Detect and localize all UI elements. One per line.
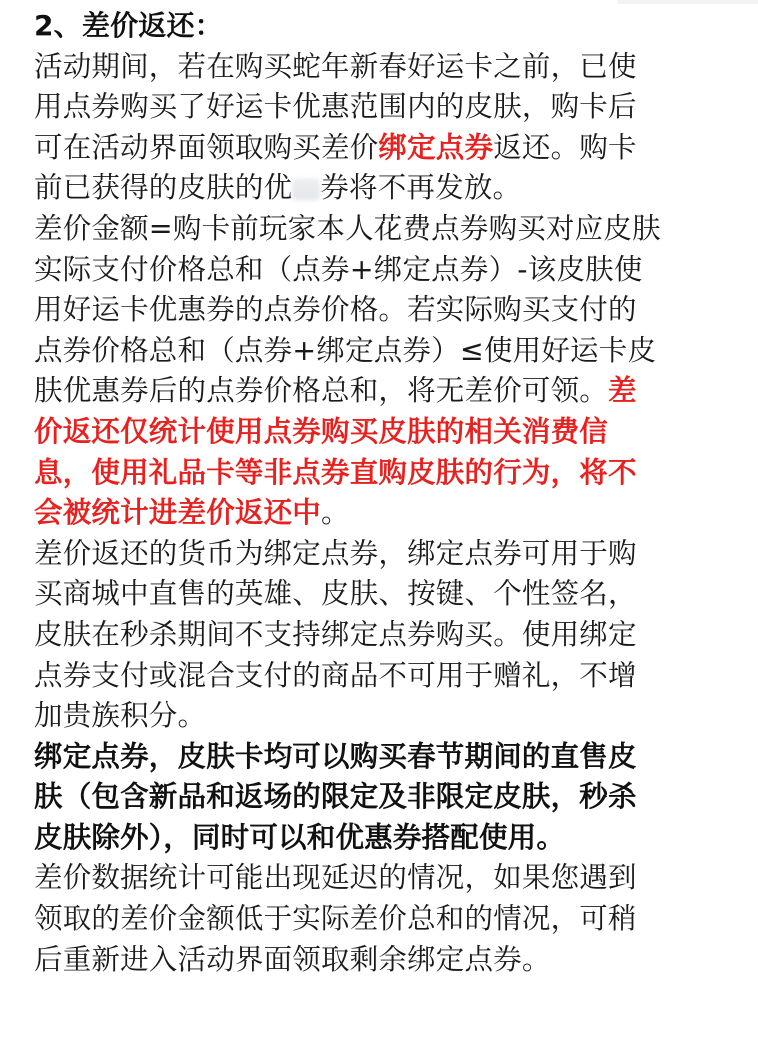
blurred-glyph [292, 178, 320, 200]
text-line: 用点券购买了好运卡优惠范围内的皮肤，购卡后 [34, 90, 637, 124]
paragraph-currency [34, 534, 730, 737]
text-segment: 券将不再发放。 [320, 171, 522, 205]
text-line [34, 371, 730, 412]
text-line [34, 128, 730, 169]
highlight-bound-coupon: 绑定点券 [378, 130, 494, 164]
highlight-warning-line: 息，使用礼品卡等非点券直购皮肤的行为，将不 [34, 455, 637, 489]
paragraph-delay-notice [34, 858, 730, 980]
text-line: 差价数据统计可能出现延迟的情况，如果您遇到 [34, 861, 637, 895]
paragraph-bold-notice [34, 737, 730, 859]
text-line: 点券支付或混合支付的商品不可用于赠礼，不增 [34, 658, 637, 692]
text-line: 领取的差价金额低于实际差价总和的情况，可稍 [34, 902, 637, 936]
text-segment: 。 [321, 496, 350, 530]
text-line: 点券价格总和（点券+绑定点券）≤使用好运卡皮 [34, 333, 657, 367]
paragraph-activity-period [34, 47, 730, 209]
text-segment: 返还。购卡 [493, 130, 637, 164]
top-edge-bar [618, 0, 758, 4]
text-segment: 前已获得的皮肤的优 [34, 171, 293, 205]
text-line [34, 168, 730, 209]
text-line: 买商城中直售的英雄、皮肤、按键、个性签名， [34, 577, 637, 611]
bold-text-line: 绑定点券，皮肤卡均可以购买春节期间的直售皮 [34, 739, 637, 773]
text-segment: 可在活动界面领取购买差价 [34, 130, 379, 164]
text-line: 活动期间，若在购买蛇年新春好运卡之前，已使 [34, 49, 637, 83]
paragraph-difference-amount [34, 209, 730, 534]
text-line: 差价返还的货币为绑定点券，绑定点券可用于购 [34, 536, 637, 570]
highlight-warning-line: 价返还仅统计使用点券购买皮肤的相关消费信 [34, 414, 609, 448]
text-line [34, 493, 730, 534]
text-line: 皮肤在秒杀期间不支持绑定点券购买。使用绑定 [34, 617, 637, 651]
highlight-warning: 会被统计进差价返还中 [34, 496, 322, 530]
bold-text-line: 皮肤除外），同时可以和优惠券搭配使用。 [34, 820, 566, 854]
text-line: 加贵族积分。 [34, 699, 207, 733]
bold-text-line: 肤（包含新品和返场的限定及非限定皮肤，秒杀 [34, 780, 637, 814]
text-segment: 肤优惠券后的点券价格总和，将无差价可领。 [34, 374, 609, 408]
section-heading: 2、差价返还： [34, 9, 223, 42]
text-line: 实际支付价格总和（点券+绑定点券）-该皮肤使 [34, 252, 643, 286]
text-line: 用好运卡优惠券的点券价格。若实际购买支付的 [34, 293, 637, 327]
text-line: 差价金额=购卡前玩家本人花费点券购买对应皮肤 [34, 211, 661, 245]
highlight-warning: 差 [608, 374, 637, 408]
text-line: 后重新进入活动界面领取剩余绑定点券。 [34, 942, 551, 976]
